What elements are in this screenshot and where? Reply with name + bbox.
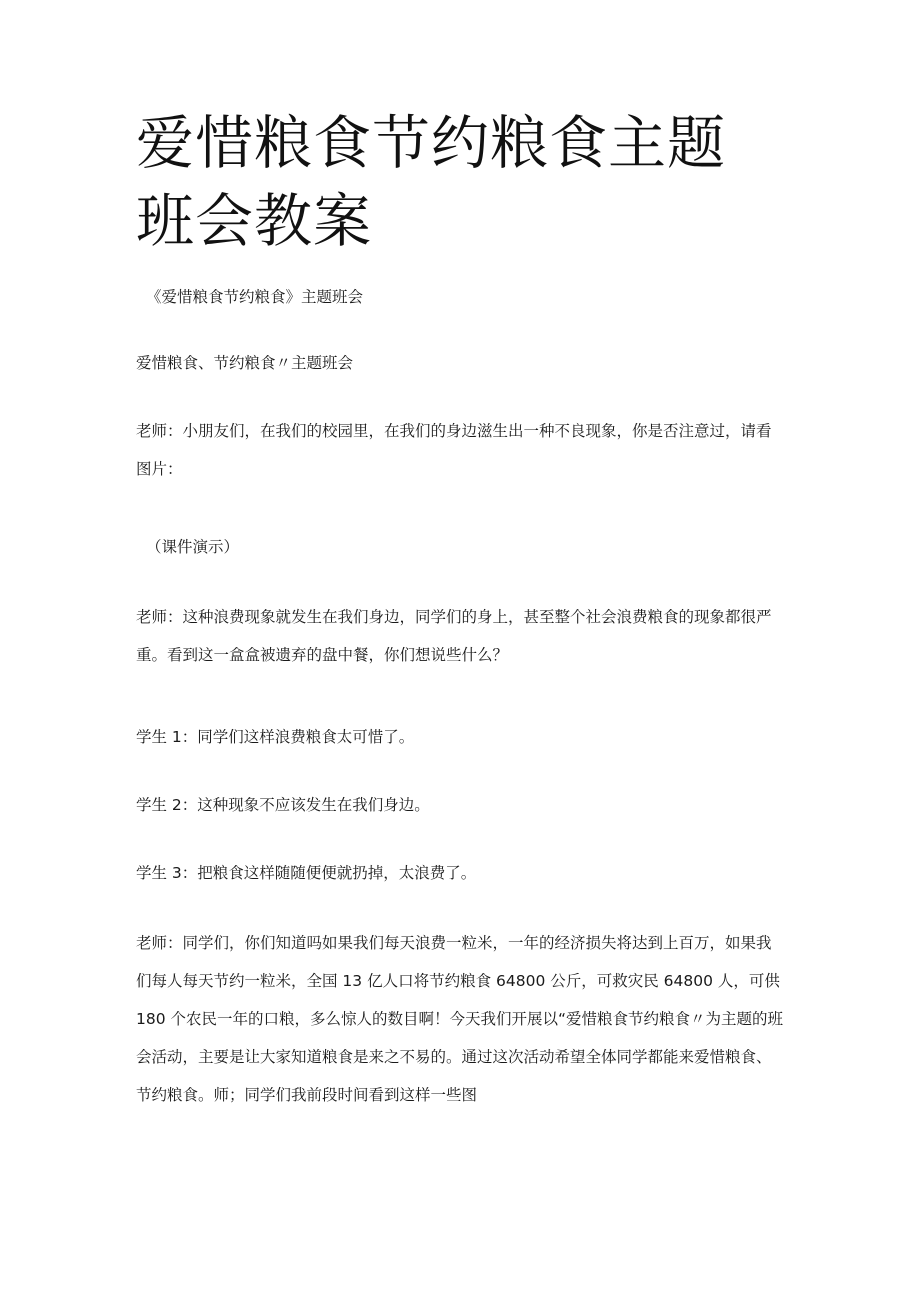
teacher-paragraph-3: 老师：同学们，你们知道吗如果我们每天浪费一粒米，一年的经济损失将达到上百万，如果我们每人每天节约一粒米，全国 13 亿人口将节约粮食 64800 公斤，可救灾民 64800 人，可供 180 个农民一年的口粮，多么惊人的数目啊！今天我们开展以“爱惜粮食节约粮食〃为主题的班会活动，主要是让大家知道粮食是来之不易的。通过这次活动希望全体同学都能来爱惜粮食、节约粮食。师；同学们我前段时间看到这样一些图 xyxy=(136,934,785,1104)
subheading-paragraph: 爱惜粮食、节约粮食〃主题班会 xyxy=(136,354,354,372)
student-3-paragraph: 学生 3：把粮食这样随随便便就扔掉，太浪费了。 xyxy=(136,864,477,882)
student-1-paragraph: 学生 1：同学们这样浪费粮食太可惜了。 xyxy=(136,728,415,746)
teacher-paragraph-1: 老师：小朋友们，在我们的校园里，在我们的身边滋生出一种不良现象，你是否注意过，请看图片： xyxy=(136,422,772,478)
subtitle-paragraph: 《爱惜粮食节约粮食》主题班会 xyxy=(146,288,364,306)
courseware-note: （课件演示） xyxy=(146,538,240,556)
teacher-paragraph-2: 老师：这种浪费现象就发生在我们身边，同学们的身上，甚至整个社会浪费粮食的现象都很严重。看到这一盒盒被遗弃的盘中餐，你们想说些什么？ xyxy=(136,608,772,664)
student-2-paragraph: 学生 2：这种现象不应该发生在我们身边。 xyxy=(136,796,430,814)
document-title: 爱惜粮食节约粮食主题班会教案 xyxy=(136,109,727,255)
